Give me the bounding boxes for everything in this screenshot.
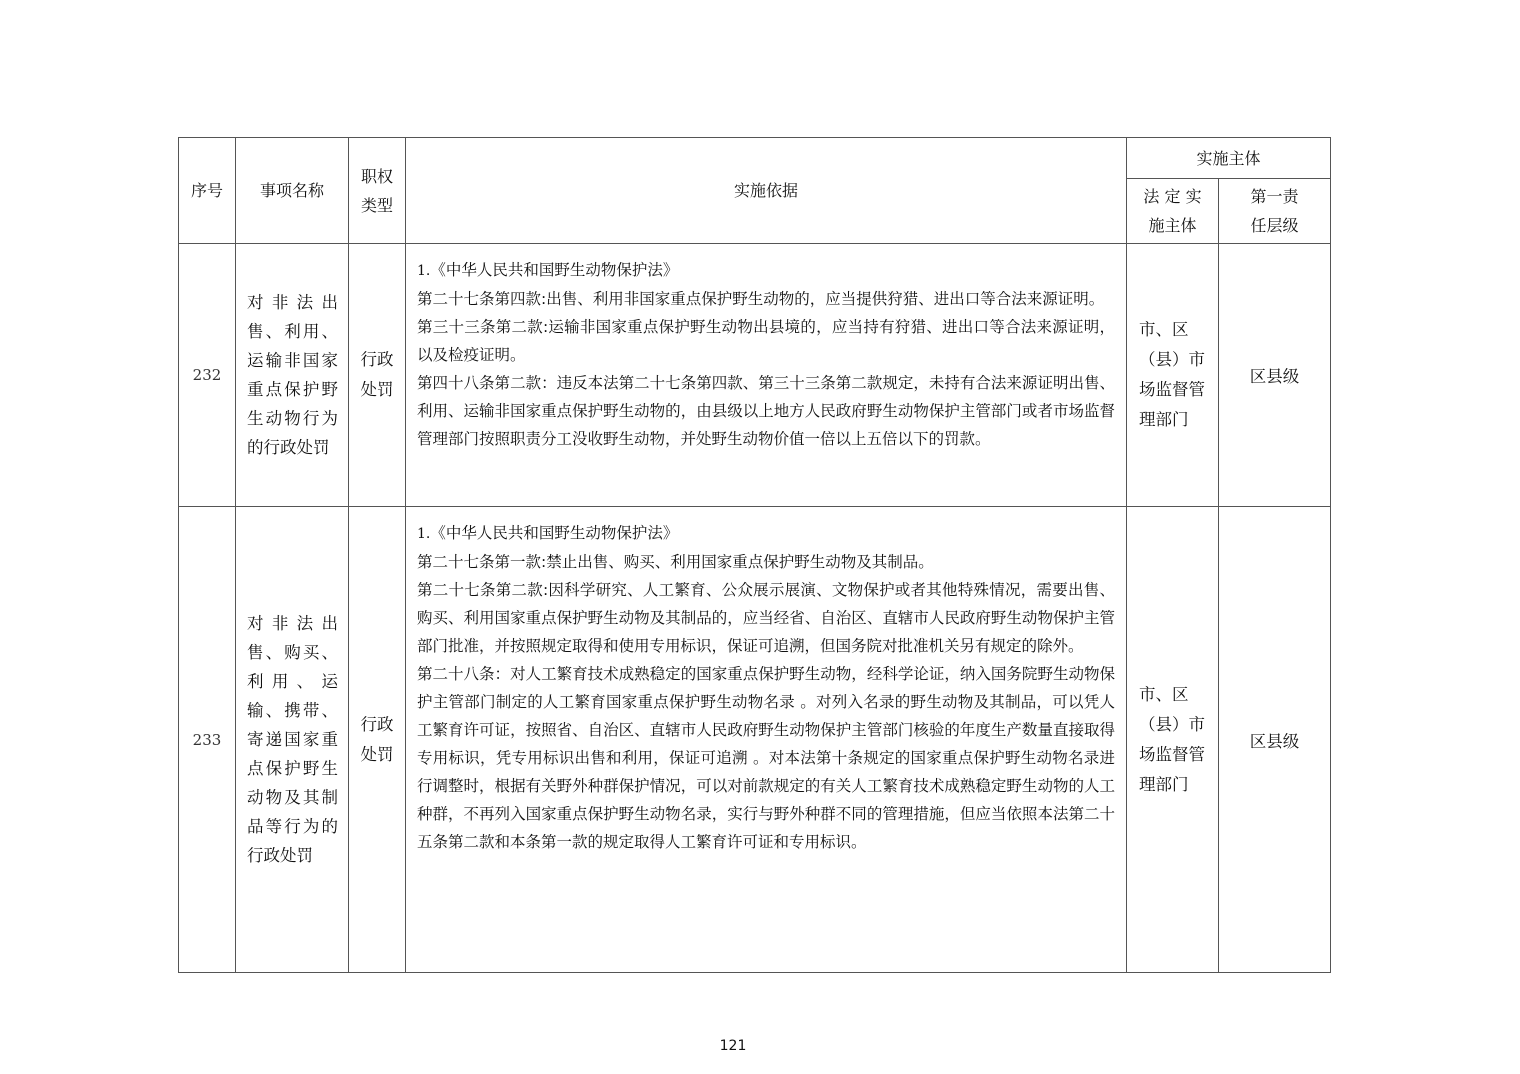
- basis-law-title: 1.《中华人民共和国野生动物保护法》: [417, 261, 679, 279]
- row-legal-subject: 市、区（县）市场监督管理部门: [1127, 244, 1219, 507]
- row-responsibility-level: 区县级: [1219, 507, 1331, 973]
- header-subject: 实施主体: [1127, 138, 1331, 179]
- row-item-name: 对非法出售、利用、运输非国家重点保护野生动物行为的行政处罚: [236, 244, 349, 507]
- header-responsibility-level: 第一责任层级: [1219, 179, 1331, 244]
- row-item-name: 对非法出售、购买、利用、运输、携带、寄递国家重点保护野生动物及其制品等行为的行政处罚: [236, 507, 349, 973]
- row-basis: [406, 507, 1127, 973]
- page-number: 121: [719, 1038, 747, 1054]
- basis-law-title: 1.《中华人民共和国野生动物保护法》: [417, 524, 679, 542]
- law-title-text: 《中华人民共和国野生动物保护法》: [430, 524, 679, 542]
- basis-clause: 第四十八条第二款：违反本法第二十七条第四款、第三十三条第二款规定，未持有合法来源证明出售、利用、运输非国家重点保护野生动物的，由县级以上地方人民政府野生动物保护主管部门或者市场监督管理部门按照职责分工没收野生动物，并处野生动物价值一倍以上五倍以下的罚款。: [417, 374, 1115, 448]
- table-row: [179, 507, 1331, 973]
- row-power-type: 行政处罚: [349, 507, 406, 973]
- header-item-name: 事项名称: [236, 138, 349, 244]
- basis-clause: 第二十七条第二款:因科学研究、人工繁育、公众展示展演、文物保护或者其他特殊情况，需要出售、购买、利用国家重点保护野生动物及其制品的，应当经省、自治区、直辖市人民政府野生动物保护主管部门批准，并按照规定取得和使用专用标识，保证可追溯，但国务院对批准机关另有规定的除外。: [417, 581, 1115, 655]
- table-row: [179, 244, 1331, 507]
- row-basis: [406, 244, 1127, 507]
- header-power-type: 职权类型: [349, 138, 406, 244]
- law-title-text: 《中华人民共和国野生动物保护法》: [430, 261, 679, 279]
- basis-clause: 第二十七条第一款:禁止出售、购买、利用国家重点保护野生动物及其制品。: [417, 553, 934, 571]
- row-seq: 233: [179, 507, 236, 973]
- basis-clause: 第二十八条：对人工繁育技术成熟稳定的国家重点保护野生动物，经科学论证，纳入国务院野生动物保护主管部门制定的人工繁育国家重点保护野生动物名录 。对列入名录的野生动物及其制品，可以凭人工繁育许可证，按照省、自治区、直辖市人民政府野生动物保护主管部门核验的年度生产数量直接取得专用标识，凭专用标识出售和利用，保证可追溯 。对本法第十条规定的国家重点保护野生动物名录进行调整时，根据有关野外种群保护情况，可以对前款规定的有关人工繁育技术成熟稳定野生动物的人工种群，不再列入国家重点保护野生动物名录，实行与野外种群不同的管理措施，但应当依照本法第二十五条第二款和本条第一款的规定取得人工繁育许可证和专用标识。: [417, 665, 1115, 851]
- header-legal-subject: 法 定 实施主体: [1127, 179, 1219, 244]
- basis-clause: 第二十七条第四款:出售、利用非国家重点保护野生动物的，应当提供狩猎、进出口等合法来源证明。: [417, 290, 1105, 308]
- row-responsibility-level: 区县级: [1219, 244, 1331, 507]
- header-seq: 序号: [179, 138, 236, 244]
- enforcement-items-table: [178, 137, 1331, 973]
- header-basis: 实施依据: [406, 138, 1127, 244]
- basis-clause: 第三十三条第二款:运输非国家重点保护野生动物出县境的，应当持有狩猎、进出口等合法来源证明，以及检疫证明。: [417, 318, 1115, 364]
- row-power-type: 行政处罚: [349, 244, 406, 507]
- row-legal-subject: 市、区（县）市场监督管理部门: [1127, 507, 1219, 973]
- row-seq: 232: [179, 244, 236, 507]
